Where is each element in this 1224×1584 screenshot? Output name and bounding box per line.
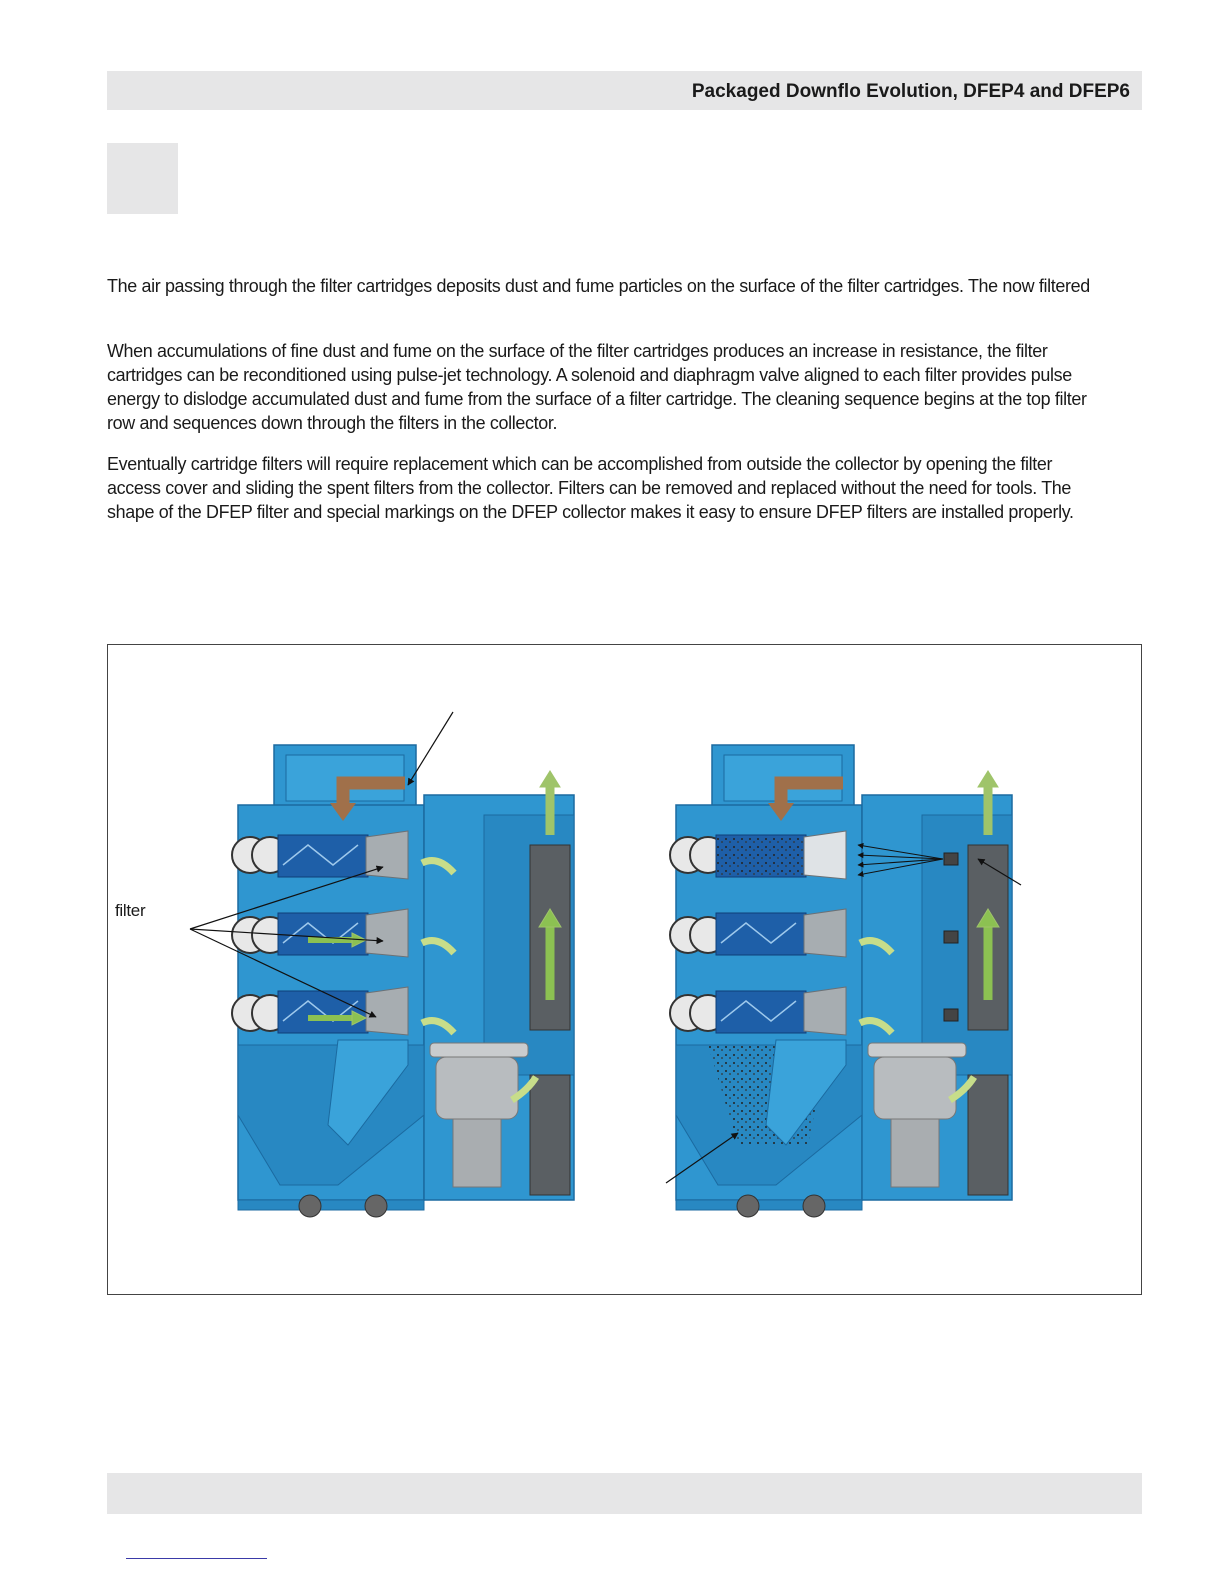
- text-line: access cover and sliding the spent filters from the collector. Filters can be removed and replaced without the need for tools. The: [107, 478, 1072, 498]
- footer-link-rule: [126, 1558, 267, 1559]
- text-line: cartridges can be reconditioned using pulse-jet technology. A solenoid and diaphragm valve aligned to each filter provides pulse: [107, 365, 1072, 385]
- text-line: When accumulations of fine dust and fume on the surface of the filter cartridges produces an increase in resistance, the filter: [107, 341, 1048, 361]
- collector-cleaning: [666, 745, 1021, 1217]
- paragraph-filter-replacement: [107, 452, 1142, 524]
- paragraph-filtering: [107, 274, 1142, 298]
- motor: [891, 1119, 939, 1187]
- text-line: row and sequences down through the filters in the collector.: [107, 413, 558, 433]
- section-tab: [107, 143, 178, 214]
- page-header-title: Packaged Downflo Evolution, DFEP4 and DFEP6: [691, 81, 1130, 102]
- fan-housing: [436, 1057, 518, 1119]
- venturi-housings: [804, 831, 846, 1035]
- label-filter: filter: [115, 901, 146, 920]
- motor: [453, 1119, 501, 1187]
- collector-illustration: [108, 645, 1141, 1294]
- text-line: Eventually cartridge filters will require replacement which can be accomplished from outside the collector by opening the filter: [107, 454, 1053, 474]
- fan-plate: [430, 1043, 528, 1057]
- text-line: shape of the DFEP filter and special markings on the DFEP collector makes it easy to ensure DFEP filters are installed properly.: [107, 502, 1074, 522]
- venturi-housings: [366, 831, 408, 1035]
- paragraph-pulse-cleaning: [107, 339, 1142, 435]
- access-panel-lower: [530, 1075, 570, 1195]
- fan-plate: [868, 1043, 966, 1057]
- text-line: The air passing through the filter cartridges deposits dust and fume particles on the surface of the filter cartridges. The now filtered: [107, 276, 1090, 296]
- base: [238, 1200, 424, 1210]
- collector-operating: [190, 712, 574, 1217]
- fan-housing: [874, 1057, 956, 1119]
- footer-bar: [107, 1473, 1142, 1514]
- header-bar: [107, 71, 1142, 110]
- collector-figure: [107, 644, 1142, 1295]
- filter-cartridges: [716, 835, 806, 1033]
- access-panel-lower: [968, 1075, 1008, 1195]
- base: [676, 1200, 862, 1210]
- text-line: energy to dislodge accumulated dust and fume from the surface of a filter cartridge. The cleaning sequence begins at the top filter: [107, 389, 1087, 409]
